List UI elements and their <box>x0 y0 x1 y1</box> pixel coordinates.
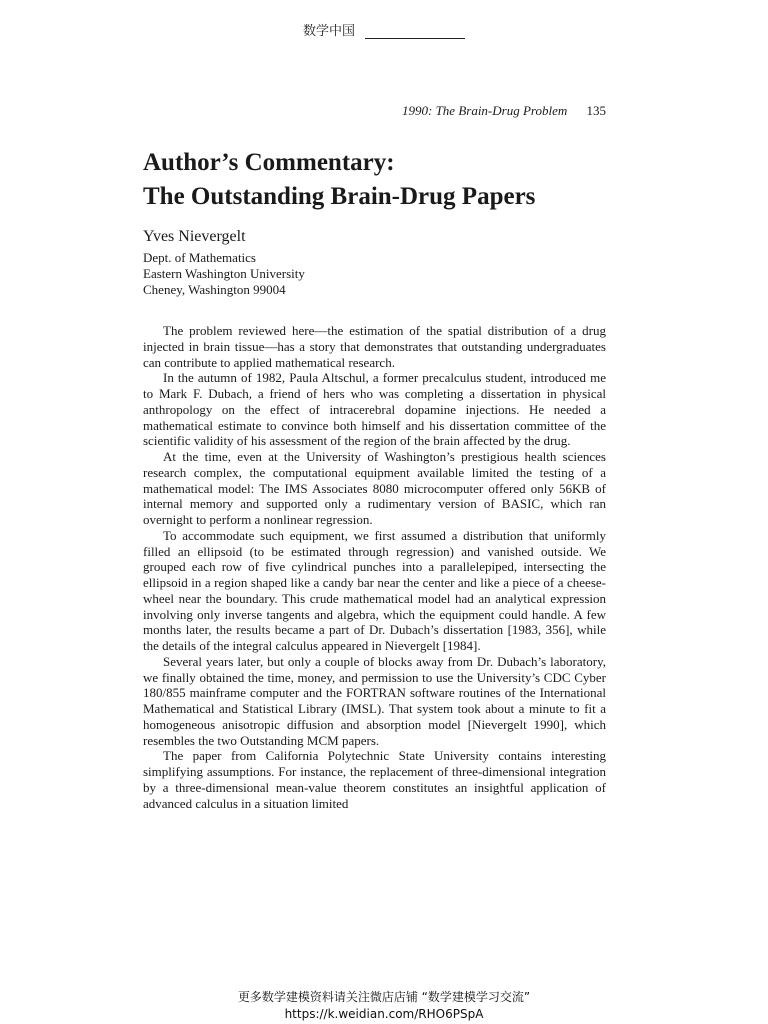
running-head <box>143 103 606 119</box>
article-body <box>143 323 606 811</box>
page-title <box>143 146 613 214</box>
author-affiliation <box>143 250 305 298</box>
author-name: Yves Nievergelt <box>143 228 246 245</box>
paragraph: The paper from California Polytechnic State University contains interesting simplifying assumptions. For instance, the replacement of three-dimensional integration by a three-dimensional mean-value theorem constitutes an insightful application of advanced calculus in a situation limited <box>143 748 606 811</box>
paragraph: Several years later, but only a couple of blocks away from Dr. Dubach’s laboratory, we finally obtained the time, money, and permission to use the University’s CDC Cyber 180/855 mainframe computer and the FORTRAN software routines of the International Mathematical and Statistical Library (IMSL). That system took about a minute to fit a homogeneous anisotropic diffusion and absorption model [Nievergelt 1990], which resembles the two Outstanding MCM papers. <box>143 653 606 748</box>
affiliation-line: Cheney, Washington 99004 <box>143 282 286 297</box>
paragraph: The problem reviewed here—the estimation of the spatial distribution of a drug injected in brain tissue—has a story that demonstrates that outstanding undergraduates can contribute to applied mathematical research. <box>143 323 606 370</box>
banner-underline <box>365 26 465 39</box>
banner-text: 数学中国 <box>302 24 355 39</box>
affiliation-line: Dept. of Mathematics <box>143 250 256 265</box>
footer-line-1: 更多数学建模资料请关注微店店铺 “数学建模学习交流” <box>237 990 531 1004</box>
page-number: 135 <box>586 103 606 118</box>
paragraph: To accommodate such equipment, we first assumed a distribution that uniformly filled an ellipsoid (to be estimated through regression) and vanished outside. We grouped each row of five cylindrical punches into a parallelepiped, intersecting the ellipsoid in a region shaped like a candy bar near the center and like a piece of a cheese-wheel near the boundary. This crude mathematical model had an analytical expression involving only inverse tangents and algebra, which the equipment could handle. A few months later, the results became a part of Dr. Dubach’s dissertation [1983, 356], while the details of the integral calculus appeared in Nievergelt [1984]. <box>143 527 606 653</box>
running-head-title: 1990: The Brain-Drug Problem <box>401 103 568 118</box>
title-line-1: Author’s Commentary: <box>143 149 395 176</box>
paragraph: In the autumn of 1982, Paula Altschul, a former precalculus student, introduced me to Mark F. Dubach, a friend of hers who was completing a dissertation in physical anthropology on the effect of intracerebral dopamine injections. He needed a mathematical estimate to convince both himself and his dissertation committee of the scientific validity of his assessment of the region of the brain affected by the drug. <box>143 370 606 449</box>
paragraph: At the time, even at the University of Washington’s prestigious health sciences research complex, the computational equipment available limited the testing of a mathematical model: The IMS Associates 8080 microcomputer offered only 56KB of internal memory and supported only a rudimentary version of BASIC, which ran overnight to perform a nonlinear regression. <box>143 449 606 527</box>
top-banner <box>0 20 768 39</box>
affiliation-line: Eastern Washington University <box>143 266 305 281</box>
title-line-2: The Outstanding Brain-Drug Papers <box>143 183 536 210</box>
footer-promo <box>0 989 768 1023</box>
footer-link[interactable]: https://k.weidian.com/RHO6PSpA <box>284 1007 484 1021</box>
